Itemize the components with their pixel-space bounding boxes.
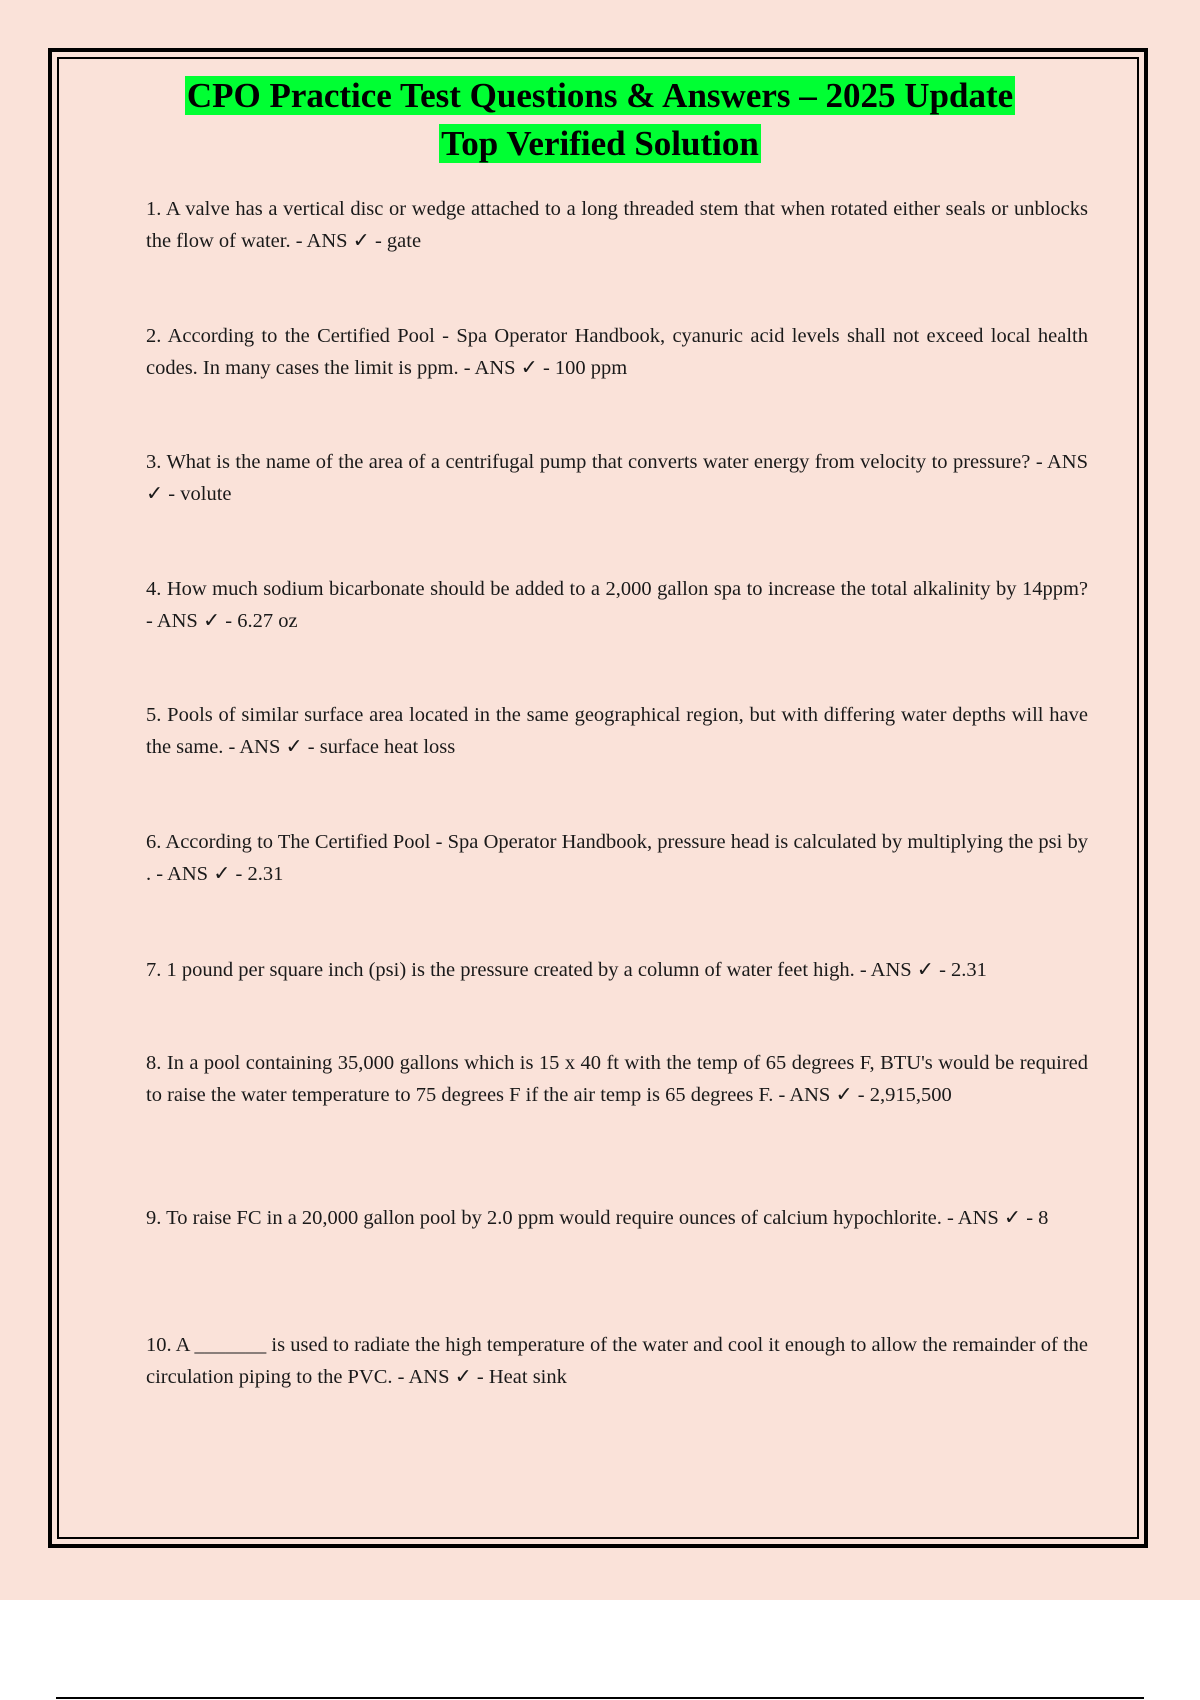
question-6: 6. According to The Certified Pool - Spa Operator Handbook, pressure head is calculated by multiplying the psi by . - ANS ✓ - 2.31	[146, 831, 1088, 885]
question-1: 1. A valve has a vertical disc or wedge attached to a long threaded stem that when rotated either seals or unblocks the flow of water. - ANS ✓ - gate	[146, 198, 1088, 252]
title-line-2: Top Verified Solution	[441, 124, 759, 163]
question-8: 8. In a pool containing 35,000 gallons which is 15 x 40 ft with the temp of 65 degrees F, BTU's would be required to raise the water temperature to 75 degrees F if the air temp is 65 degrees F. - ANS ✓ - 2,915,500	[146, 1052, 1088, 1106]
question-3: 3. What is the name of the area of a centrifugal pump that converts water energy from velocity to pressure? - ANS ✓ - volute	[146, 451, 1088, 505]
document-title	[120, 72, 1080, 168]
question-9: 9. To raise FC in a 20,000 gallon pool by 2.0 ppm would require ounces of calcium hypochlorite. - ANS ✓ - 8	[146, 1207, 1049, 1229]
question-2: 2. According to the Certified Pool - Spa Operator Handbook, cyanuric acid levels shall not exceed local health codes. In many cases the limit is ppm. - ANS ✓ - 100 ppm	[146, 325, 1088, 379]
question-10: 10. A _______ is used to radiate the high temperature of the water and cool it enough to allow the remainder of the circulation piping to the PVC. - ANS ✓ - Heat sink	[146, 1334, 1088, 1388]
bottom-divider	[56, 1697, 1144, 1699]
inner-border-frame	[57, 57, 1139, 1539]
question-4: 4. How much sodium bicarbonate should be added to a 2,000 gallon spa to increase the total alkalinity by 14ppm? - ANS ✓ - 6.27 oz	[146, 578, 1088, 632]
question-7: 7. 1 pound per square inch (psi) is the pressure created by a column of water feet high. - ANS ✓ - 2.31	[146, 959, 987, 981]
title-line-1: CPO Practice Test Questions & Answers – 2025 Update	[186, 76, 1014, 115]
question-5: 5. Pools of similar surface area located in the same geographical region, but with differing water depths will have the same. - ANS ✓ - surface heat loss	[146, 704, 1088, 758]
